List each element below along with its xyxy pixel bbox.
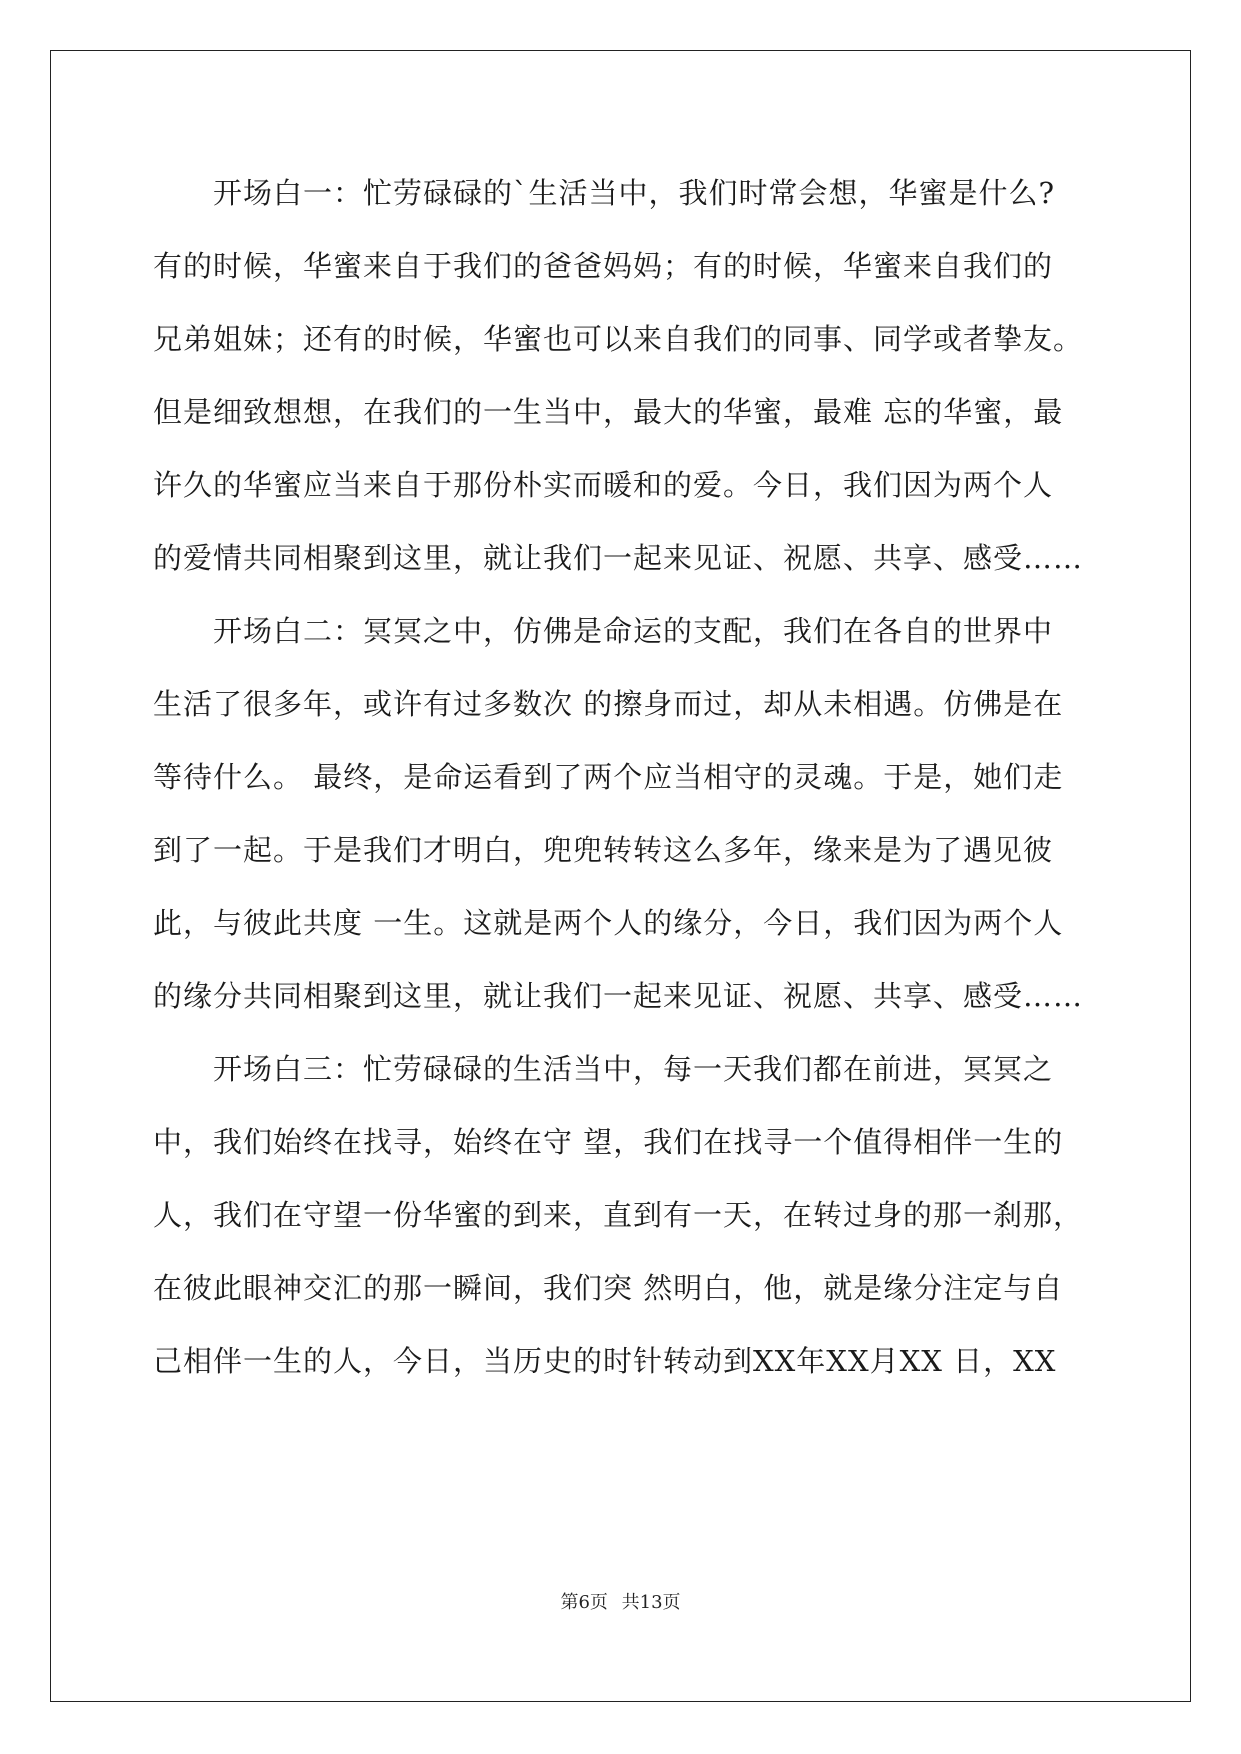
text-line: 开场白三：忙劳碌碌的生活当中，每一天我们都在前进，冥冥之 — [153, 1052, 1054, 1086]
text-line: 开场白一：忙劳碌碌的`生活当中，我们时常会想，华蜜是什么? — [153, 176, 1056, 210]
text-line: 此，与彼此共度 一生。这就是两个人的缘分，今日，我们因为两个人 — [153, 906, 1064, 940]
text-line: 但是细致想想，在我们的一生当中，最大的华蜜，最难 忘的华蜜，最 — [153, 395, 1064, 429]
text-line: 兄弟姐妹；还有的时候，华蜜也可以来自我们的同事、同学或者挚友。 — [153, 322, 1084, 356]
text-line: 开场白二：冥冥之中，仿佛是命运的支配，我们在各自的世界中 — [153, 614, 1054, 648]
text-line: 等待什么。 最终，是命运看到了两个应当相守的灵魂。于是，她们走 — [153, 760, 1064, 794]
text-line: 中，我们始终在找寻，始终在守 望，我们在找寻一个值得相伴一生的 — [153, 1125, 1064, 1159]
text-line: 生活了很多年，或许有过多数次 的擦身而过，却从未相遇。仿佛是在 — [153, 687, 1064, 721]
text-line: 人，我们在守望一份华蜜的到来，直到有一天，在转过身的那一刹那， — [153, 1198, 1084, 1232]
page-total: 共13页 — [621, 1592, 681, 1613]
page-number: 第6页 — [560, 1592, 608, 1613]
text-line: 的缘分共同相聚到这里，就让我们一起来见证、祝愿、共享、感受…… — [153, 979, 1084, 1013]
text-line: 许久的华蜜应当来自于那份朴实而暖和的爱。今日，我们因为两个人 — [153, 468, 1054, 502]
text-line: 有的时候，华蜜来自于我们的爸爸妈妈；有的时候，华蜜来自我们的 — [153, 249, 1054, 283]
text-line: 己相伴一生的人，今日，当历史的时针转动到XX年XX月XX 日，XX — [153, 1344, 1057, 1378]
text-line: 的爱情共同相聚到这里，就让我们一起来见证、祝愿、共享、感受…… — [153, 541, 1084, 575]
text-line: 在彼此眼神交汇的那一瞬间，我们突 然明白，他，就是缘分注定与自 — [153, 1271, 1064, 1305]
text-line: 到了一起。于是我们才明白，兜兜转转这么多年，缘来是为了遇见彼 — [153, 833, 1054, 867]
page-footer — [0, 1588, 1241, 1614]
